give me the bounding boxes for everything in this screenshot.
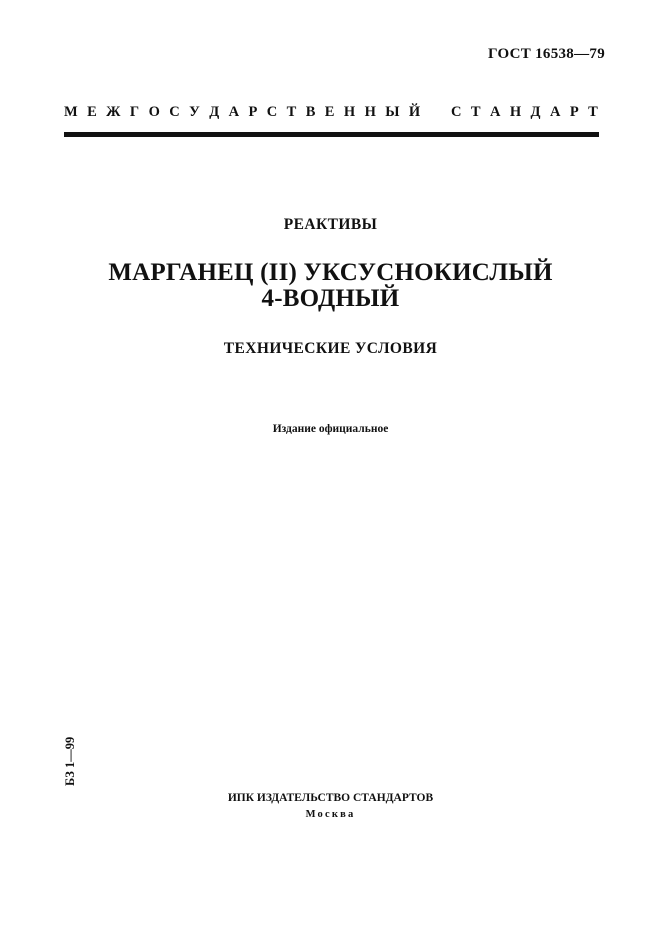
standard-type-letter: Й [408,104,421,120]
standard-type-letter: Т [286,104,297,120]
standard-type-letter: А [489,104,501,120]
document-title-line-1: МАРГАНЕЦ (II) УКСУСНОКИСЛЫЙ [108,259,553,286]
standard-type-letter: Е [87,104,97,120]
document-title [0,260,661,312]
standard-type-heading [64,104,598,121]
standard-type-letter: У [189,104,200,120]
header-rule [64,132,599,137]
edition-note: Издание официальное [272,423,389,435]
standard-type-letter: Т [470,104,481,120]
word-gap [430,104,442,121]
standard-type-letter: А [549,104,561,120]
document-title-line-2: 4-ВОДНЫЙ [261,285,400,312]
standard-type-letter: Ж [106,104,121,120]
standard-type-letter: Д [530,104,541,120]
standard-type-letter: Т [588,104,598,120]
standard-type-letter: Ы [385,104,400,120]
standard-type-letter: Р [248,104,258,120]
publisher-city: Москва [305,809,356,820]
standard-type-letter: О [148,104,160,120]
standard-type-letter: С [451,104,462,120]
standard-type-letter: Д [209,104,220,120]
gost-number: ГОСТ 16538—79 [487,46,605,62]
standard-type-letter: Н [364,104,376,120]
standard-type-letter: Н [509,104,522,120]
standard-type-letter: Е [324,104,335,120]
document-subtitle: ТЕХНИЧЕСКИЕ УСЛОВИЯ [223,340,438,357]
publisher-name: ИПК ИЗДАТЕЛЬСТВО СТАНДАРТОВ [227,792,434,804]
standard-type-letter: А [228,104,240,120]
standard-type-letter: С [266,104,278,120]
standard-type-letter: Р [569,104,579,120]
standard-type-letter: С [169,104,180,120]
standard-type-letter: М [64,104,78,120]
standard-type-letter: Г [129,104,140,120]
side-code: БЗ 1—99 [63,736,77,786]
standard-type-letter: Н [343,104,356,120]
document-category: РЕАКТИВЫ [283,216,378,233]
standard-type-letter: В [305,104,316,120]
